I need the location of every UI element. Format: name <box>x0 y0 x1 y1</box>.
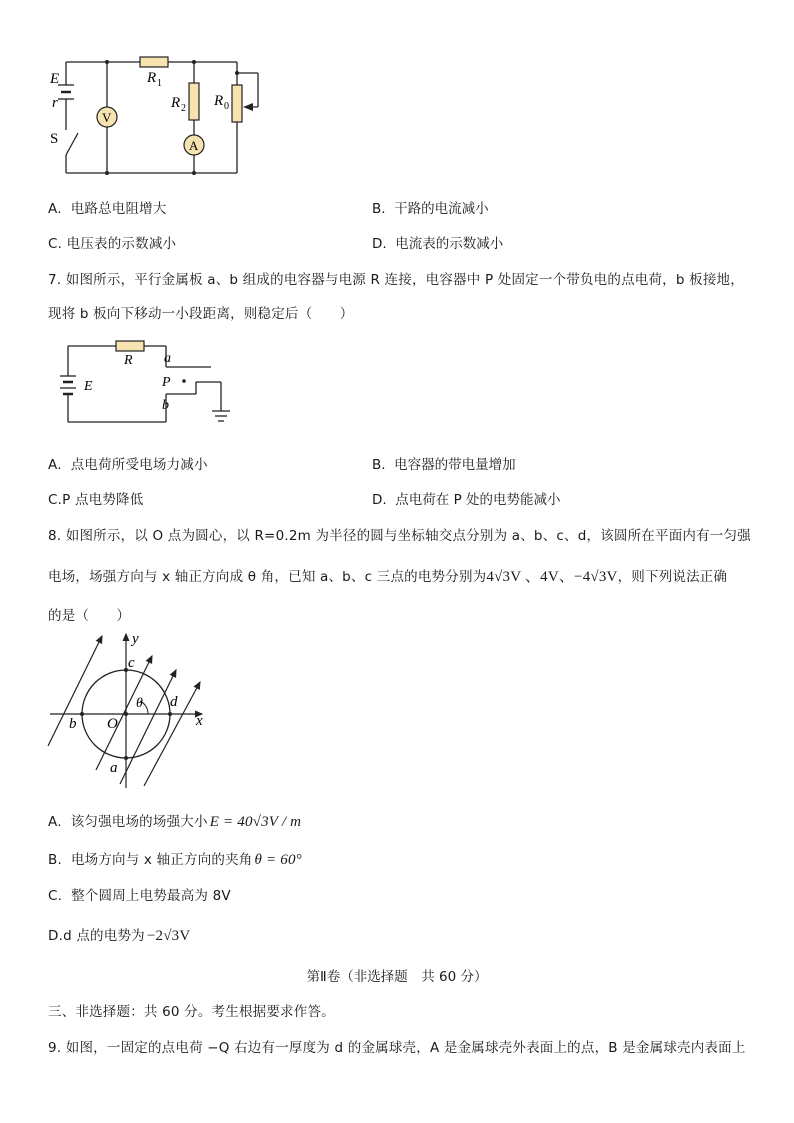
r0-subscript: 0 <box>224 101 229 112</box>
q8-stem-line3: 的是（ ） <box>48 608 131 624</box>
q8-option-c: C. 整个圆周上电势最高为 8V <box>48 888 231 904</box>
q8-stem-line2: 电场，场强方向与 x 轴正方向成 θ 角，已知 a、b、c 三点的电势分别为4√3V 、4V、−4√3V，则下列说法正确 <box>48 569 728 585</box>
q9-stem-line1: 9. 如图，一固定的点电荷 −Q 右边有一厚度为 d 的金属球壳，A 是金属球壳外表面上的点，B 是金属球壳内表面上 <box>48 1040 746 1056</box>
section-title: 第Ⅱ卷（非选择题 共 60 分） <box>306 969 488 985</box>
q7-stem-line2: 现将 b 板向下移动一小段距离，则稳定后（ ） <box>48 306 354 322</box>
capacitor-circuit-q7 <box>56 336 246 428</box>
voltmeter-label: V <box>102 110 112 125</box>
q6-option-c: C. 电压表的示数减小 <box>48 236 177 252</box>
origin-label: O <box>107 716 118 732</box>
section-heading: 三、非选择题：共 60 分。考生根据要求作答。 <box>48 1004 335 1020</box>
circuit-diagram-q6 <box>44 55 284 180</box>
r2-label: R <box>171 95 181 111</box>
q7-stem-line1: 7. 如图所示，平行金属板 a、b 组成的电容器与电源 R 连接，电容器中 P 处固定一个带负电的点电荷，b 板接地， <box>48 272 744 288</box>
point-a-label: a <box>110 760 118 776</box>
q6-option-b: B. 干路的电流减小 <box>372 201 489 217</box>
q7-resistor-label: R <box>124 353 133 368</box>
q8-option-a: A. 该匀强电场的场强大小 E = 40√3V / m <box>48 814 302 830</box>
emf-label: E <box>50 71 60 87</box>
point-c-label: c <box>128 655 135 671</box>
theta-label: θ <box>136 696 143 711</box>
q7-option-d: D. 点电荷在 P 处的电势能减小 <box>372 492 561 508</box>
point-p-label: P <box>162 375 171 390</box>
x-axis-label: x <box>196 713 203 729</box>
plate-a-label: a <box>164 351 171 366</box>
plate-b-label: b <box>162 398 169 413</box>
ammeter-label: A <box>189 138 199 153</box>
point-d-label: d <box>170 694 178 710</box>
q7-option-a: A. 点电荷所受电场力减小 <box>48 457 208 473</box>
q7-option-c: C.P 点电势降低 <box>48 492 144 508</box>
field-circle-diagram-q8 <box>44 628 220 790</box>
q7-option-b: B. 电容器的带电量增加 <box>372 457 516 473</box>
q8-option-d: D.d 点的电势为 −2√3V <box>48 928 191 944</box>
r1-subscript: 1 <box>157 78 162 89</box>
q8-stem-line1: 8. 如图所示，以 O 点为圆心，以 R=0.2m 为半径的圆与坐标轴交点分别为 a、b、c、d，该圆所在平面内有一匀强 <box>48 528 751 544</box>
q8-option-b: B. 电场方向与 x 轴正方向的夹角 θ = 60° <box>48 852 302 868</box>
q6-option-d: D. 电流表的示数减小 <box>372 236 504 252</box>
internal-resistance-label: r <box>52 95 58 111</box>
r2-subscript: 2 <box>181 103 186 114</box>
switch-label: S <box>50 131 59 147</box>
q7-emf-label: E <box>84 379 93 394</box>
q6-option-a: A. 电路总电阻增大 <box>48 201 167 217</box>
point-b-label: b <box>69 716 77 732</box>
r1-label: R <box>147 70 157 86</box>
y-axis-label: y <box>132 631 139 647</box>
r0-label: R <box>214 93 224 109</box>
